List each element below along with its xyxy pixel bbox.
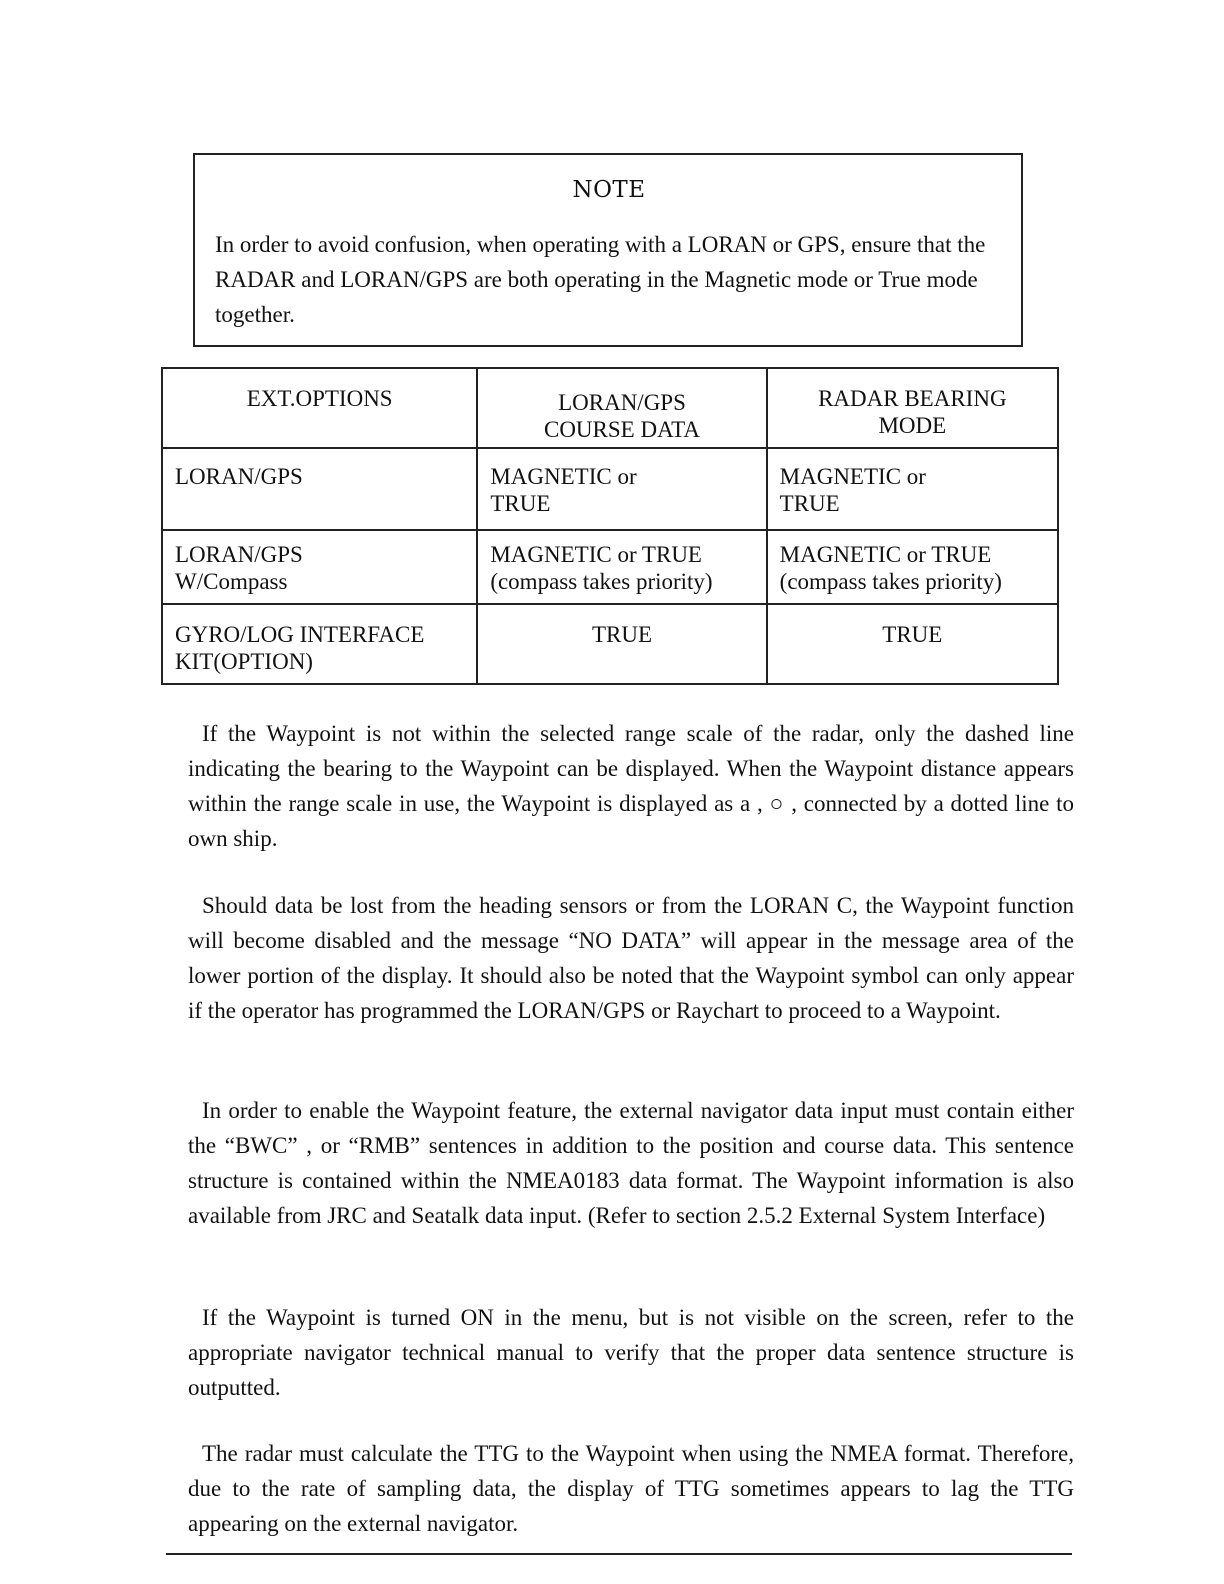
table-row <box>162 530 1058 604</box>
row1-course-line1: MAGNETIC or <box>490 464 637 489</box>
header-bearing-mode-line2: MODE <box>878 413 947 438</box>
row1-bearing-line1: MAGNETIC or <box>779 464 926 489</box>
header-bearing-mode <box>767 368 1058 448</box>
row1-course <box>477 448 766 530</box>
row3-option-line1: GYRO/LOG INTERFACE <box>175 622 425 647</box>
row2-bearing-line2: (compass takes priority) <box>779 569 1002 594</box>
paragraph-data-lost: Should data be lost from the heading sensors or from the LORAN C, the Waypoint function will become disabled and the message “NO DATA” will appear in the message area of the lower portion of the display. It should also be noted that the Waypoint symbol can only appear if the operator has programmed the LORAN/GPS or Raychart to proceed to a Waypoint. <box>188 893 1074 1023</box>
row2-course <box>477 530 766 604</box>
row3-bearing-line1: TRUE <box>882 622 943 647</box>
row3-option-line2: KIT(OPTION) <box>175 649 313 674</box>
table-header-row <box>162 368 1058 448</box>
footer-rule <box>166 1553 1072 1555</box>
header-ext-options-text: EXT.OPTIONS <box>246 386 393 411</box>
options-table <box>161 367 1059 685</box>
row2-option-line2: W/Compass <box>175 569 288 594</box>
row1-course-line2: TRUE <box>490 491 551 516</box>
row1-option-line1: LORAN/GPS <box>175 464 303 489</box>
paragraph-enable-waypoint: In order to enable the Waypoint feature, the external navigator data input must contain either the “BWC” , or “RMB” sentences in addition to the position and course data. This sentence structure is contained within the NMEA0183 data format. The Waypoint information is also available from JRC and Seatalk data input. (Refer to section 2.5.2 External System Interface) <box>188 1098 1074 1228</box>
header-course-data-line2: COURSE DATA <box>543 417 700 442</box>
row1-bearing <box>767 448 1058 530</box>
row3-bearing <box>767 604 1058 684</box>
header-course-data-line1: LORAN/GPS <box>558 390 686 415</box>
paragraph-not-visible: If the Waypoint is turned ON in the menu, but is not visible on the screen, refer to the appropriate navigator technical manual to verify that the proper data sentence structure is outputted. <box>188 1305 1074 1400</box>
row1-bearing-line2: TRUE <box>779 491 840 516</box>
row1-option <box>162 448 477 530</box>
header-course-data <box>477 368 766 448</box>
note-title: NOTE <box>572 177 646 203</box>
row3-course-line1: TRUE <box>591 622 653 647</box>
paragraph-ttg: The radar must calculate the TTG to the Waypoint when using the NMEA format. Therefore, due to the rate of sampling data, the display of TTG sometimes appears to lag the TTG appearing on the external navigator. <box>188 1441 1074 1536</box>
table-row <box>162 604 1058 684</box>
row2-option <box>162 530 477 604</box>
row3-option <box>162 604 477 684</box>
row2-course-line1: MAGNETIC or TRUE <box>490 542 702 567</box>
table-row <box>162 448 1058 530</box>
header-bearing-mode-line1: RADAR BEARING <box>818 386 1007 411</box>
row2-bearing-line1: MAGNETIC or TRUE <box>779 542 992 567</box>
row2-bearing <box>767 530 1058 604</box>
paragraph-waypoint-range: If the Waypoint is not within the selected range scale of the radar, only the dashed line indicating the bearing to the Waypoint can be displayed. When the Waypoint distance appears within the range scale in use, the Waypoint is displayed as a , ○ , connected by a dotted line to own ship. <box>188 721 1074 851</box>
row2-course-line2: (compass takes priority) <box>490 569 713 594</box>
note-box <box>193 153 1023 347</box>
row3-course <box>477 604 766 684</box>
header-ext-options <box>162 368 477 448</box>
note-text: In order to avoid confusion, when operating with a LORAN or GPS, ensure that the RADAR and LORAN/GPS are both operating in the Magnetic mode or True mode together. <box>215 232 986 327</box>
row2-option-line1: LORAN/GPS <box>175 542 303 567</box>
